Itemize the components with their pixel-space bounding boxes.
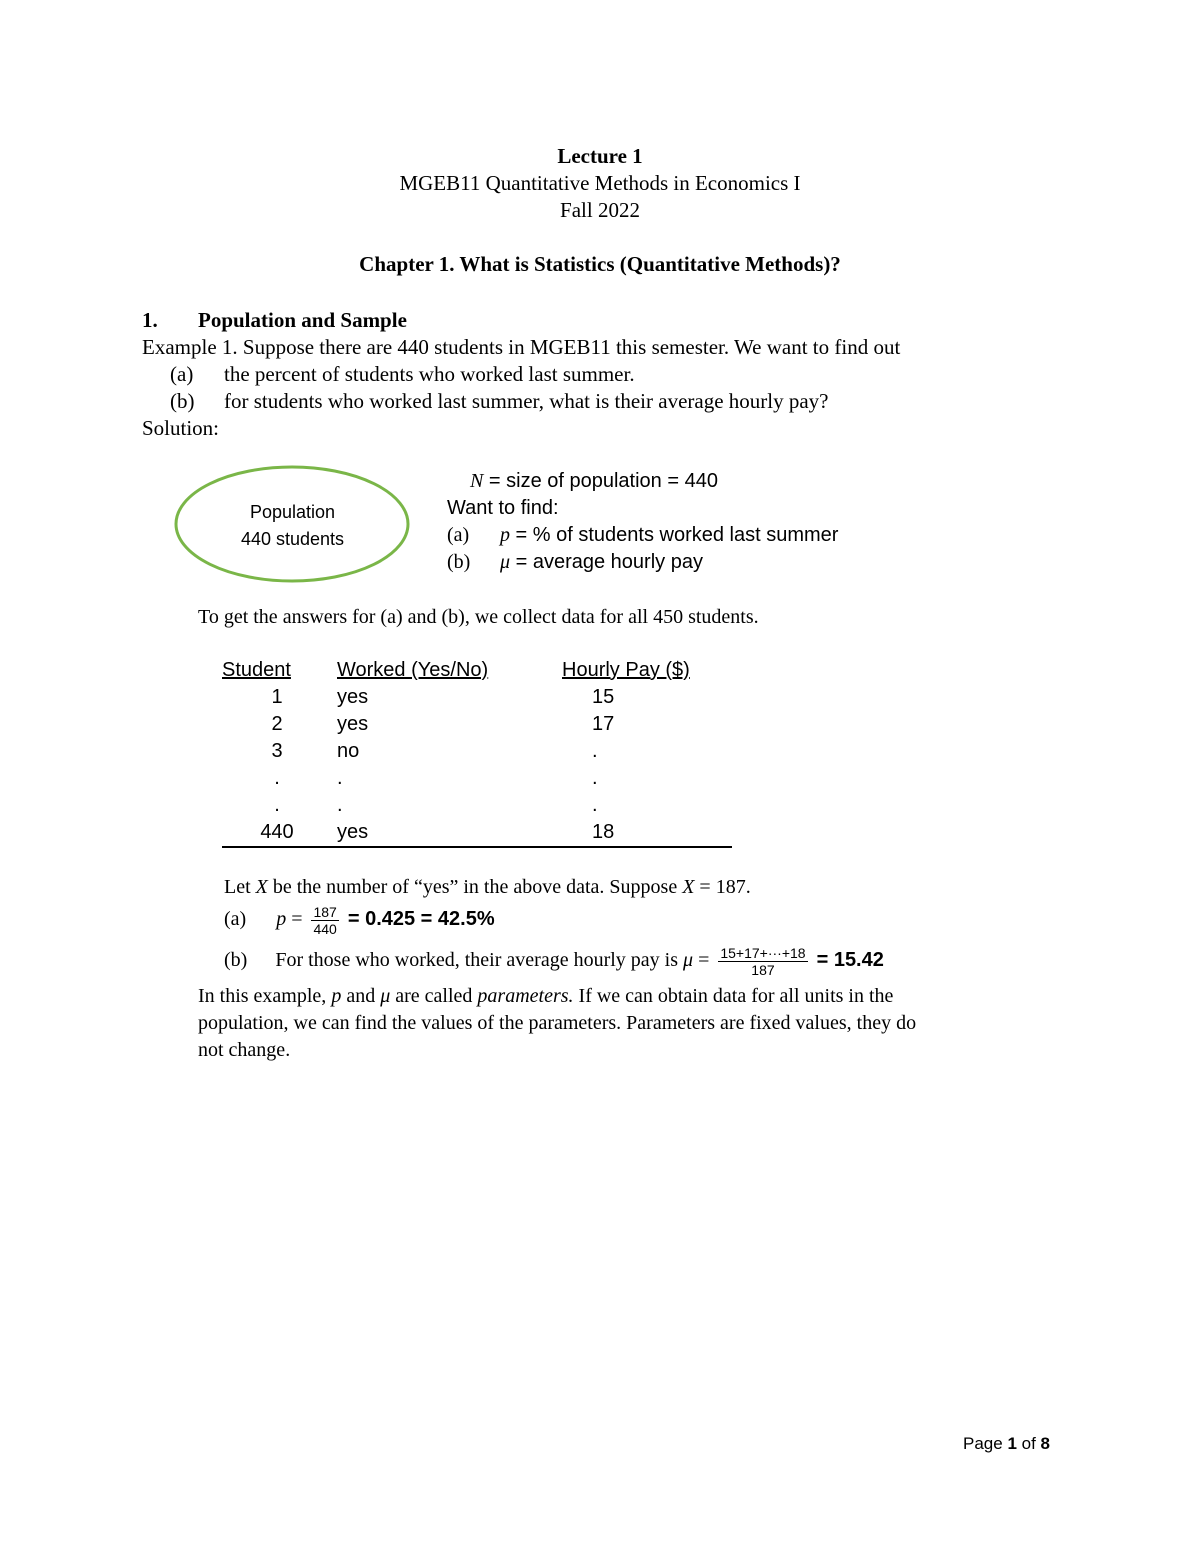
data-table [222,657,732,848]
table-row [222,684,732,711]
let-post: = 187. [694,876,751,898]
header-worked: Worked (Yes/No) [337,659,489,681]
cell-student: . [274,794,280,816]
lecture-title: Lecture 1 [557,144,643,168]
table-row [222,819,732,847]
def-b-label: (b) [447,551,471,573]
course-title: MGEB11 Quantitative Methods in Economics I [399,171,801,195]
def-a [500,524,838,547]
equals: = [693,949,710,971]
def-a-label: (a) [447,524,470,546]
cell-pay: . [592,794,598,816]
chapter-title: Chapter 1. What is Statistics (Quantitative Methods)? [359,252,841,276]
def-b-text: = average hourly pay [510,551,703,573]
table-row [222,765,732,792]
mu-symbol: μ [500,551,511,573]
term: Fall 2022 [560,198,640,222]
n-def-text: = size of population = 440 [483,470,718,492]
example-item-a-text: the percent of students who worked last summer. [224,362,635,386]
population-diagram [170,462,415,587]
parameters-line-3: not change. [198,1039,291,1061]
result-b-text: For those who worked, their average hourly pay is [275,949,684,971]
cell-worked: yes [337,713,369,735]
equals: = [286,908,303,930]
solution-label: Solution: [142,416,220,440]
cell-worked: . [337,767,343,789]
p-symbol: p [500,524,510,546]
cell-worked: yes [337,686,369,708]
result-a [224,899,495,939]
section-title: Population and Sample [198,308,407,332]
population-size-def [470,470,718,493]
fraction-numerator: 187 [313,903,337,920]
example-item-b-label: (b) [170,389,195,413]
cell-student: 440 [222,819,332,847]
page-number [963,1434,1050,1454]
page-label: Page [963,1434,1008,1453]
want-to-find: Want to find: [447,497,559,519]
cell-student: 2 [271,713,283,735]
param-text-4: If we can obtain data for all units in the [573,985,894,1007]
cell-worked: . [337,794,343,816]
n-symbol: N [470,470,484,492]
fraction-denominator: 187 [751,961,775,978]
x-symbol: X [255,876,268,898]
table-header-row [222,657,732,684]
table-row [222,792,732,819]
population-label: Population [249,502,336,522]
cell-pay: 18 [562,819,732,847]
param-text-2: and [341,985,381,1007]
cell-student: 1 [271,686,283,708]
cell-worked: no [337,740,360,762]
header-student: Student [222,659,291,681]
table-row [222,711,732,738]
let-x-statement [224,876,751,899]
collect-text: To get the answers for (a) and (b), we collect data for all 450 students. [198,606,759,628]
section-number: 1. [142,308,158,332]
fraction-denominator: 440 [313,920,337,937]
result-a-label: (a) [224,908,247,930]
parameters-term: parameters. [477,985,574,1007]
cell-student: 3 [271,740,283,762]
fraction-mu [718,945,807,978]
example-item-b-text: for students who worked last summer, what is their average hourly pay? [224,389,829,413]
param-text-1: In this example, [198,985,332,1007]
example-item-a-label: (a) [170,362,194,386]
page-current: 1 [1007,1434,1017,1453]
fraction-numerator: 15+17+···+18 [720,944,806,961]
cell-pay: 15 [592,686,615,708]
mu-symbol-param: μ [380,985,391,1007]
x-symbol-2: X [682,876,695,898]
cell-pay: . [592,767,598,789]
result-b [224,940,884,980]
page-total: 8 [1040,1434,1050,1453]
let-mid: be the number of “yes” in the above data. Suppose [267,876,683,898]
mu-symbol-result: μ [683,949,694,971]
param-text-3: are called [390,985,478,1007]
cell-worked: yes [332,819,562,847]
result-b-label: (b) [224,949,248,971]
fraction-p [311,904,338,937]
p-symbol-param: p [331,985,342,1007]
population-count: 440 students [240,529,345,549]
example-intro: Example 1. Suppose there are 440 students in MGEB11 this semester. We want to find out [142,335,901,359]
cell-student: . [274,767,280,789]
parameters-line-1 [198,985,893,1008]
cell-pay: 17 [592,713,615,735]
header-hourly-pay: Hourly Pay ($) [562,659,690,681]
p-symbol-result: p [276,908,287,930]
parameters-line-2: population, we can find the values of the parameters. Parameters are fixed values, they do [198,1012,917,1034]
population-ellipse [176,467,408,581]
result-a-value: = 0.425 = 42.5% [347,908,495,930]
page-of: of [1016,1434,1041,1453]
let-pre: Let [224,876,256,898]
cell-pay: . [592,740,598,762]
table-row [222,738,732,765]
result-b-value: = 15.42 [816,949,884,971]
def-a-text: = % of students worked last summer [510,524,839,546]
def-b [500,551,703,574]
